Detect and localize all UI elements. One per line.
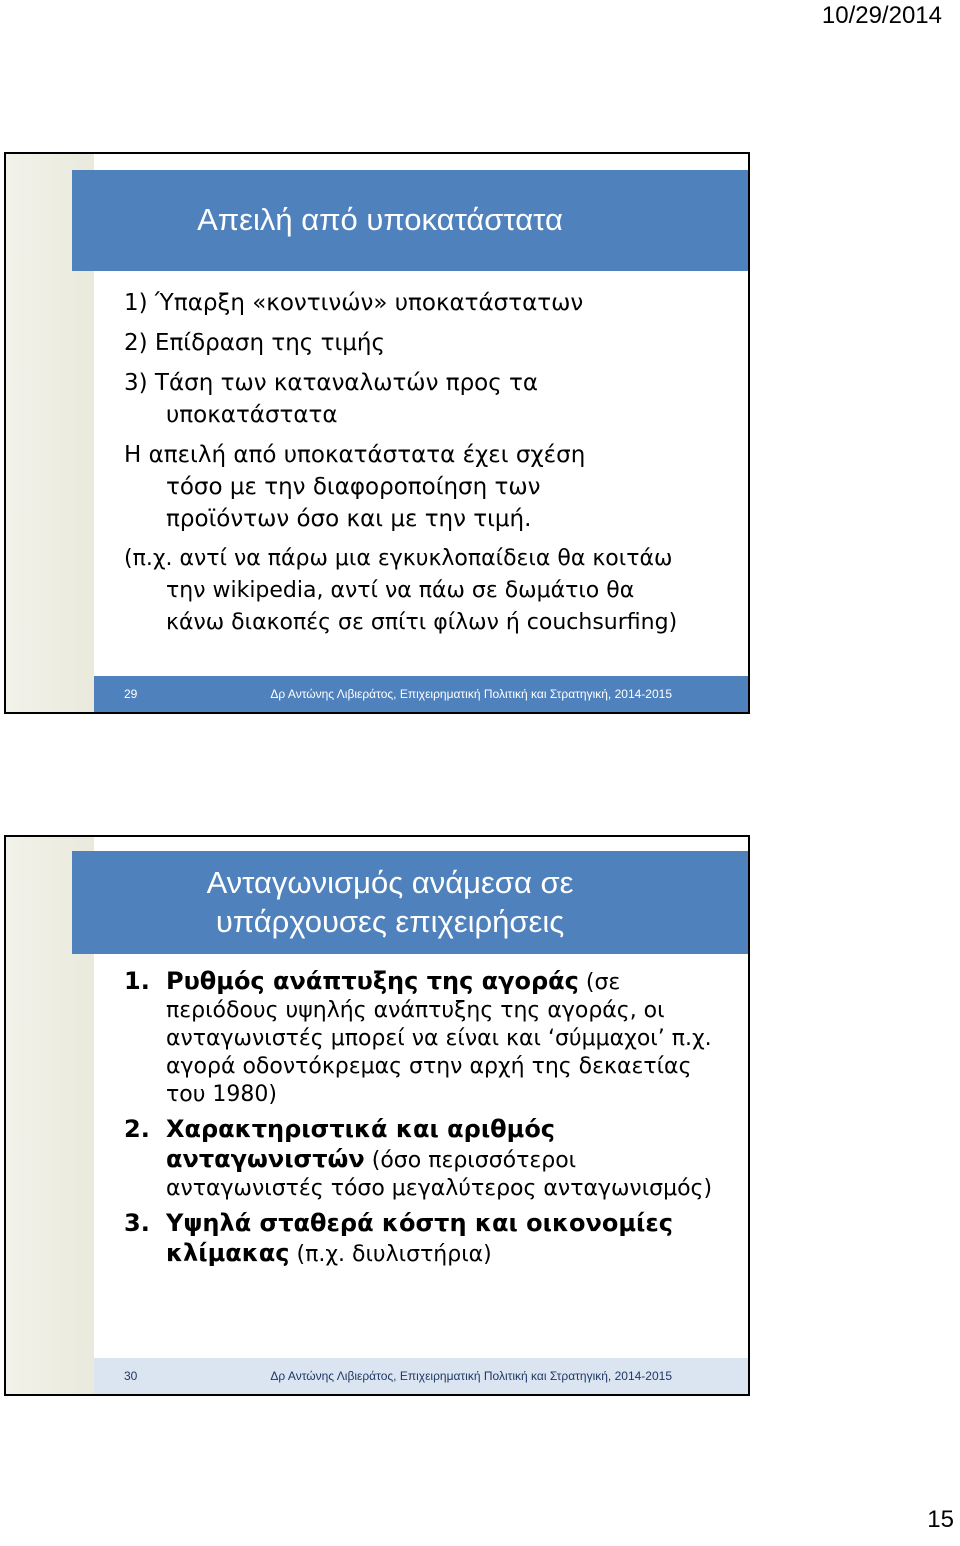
page-number: 15 <box>927 1506 954 1533</box>
body-line: 2) Επίδραση της τιμής <box>124 330 385 356</box>
list-item <box>124 967 728 1109</box>
header-date: 10/29/2014 <box>821 2 942 29</box>
slide-footer <box>94 676 748 712</box>
slide-title <box>72 851 748 954</box>
body-line: 1) Ύπαρξη «κοντινών» υποκατάστατων <box>124 290 584 316</box>
list-item-heading: Ρυθμός ανάπτυξης της αγοράς <box>166 967 579 995</box>
slide-title-bar <box>72 851 748 954</box>
slide-title-bar <box>72 170 748 271</box>
footer-author: Δρ Αντώνης Λιβιεράτος, Επιχειρηματική Πολιτική και Στρατηγική, 2014-2015 <box>270 1369 672 1383</box>
body-line: προϊόντων όσο και με την τιμή. <box>166 506 532 532</box>
body-line: υποκατάστατα <box>166 402 338 428</box>
list-item-heading: Χαρακτηριστικά και αριθμός ανταγωνιστών <box>166 1115 556 1173</box>
list-item-text: (όσο περισσότεροι ανταγωνιστές τόσο μεγαλύτερος ανταγωνισμός) <box>166 1148 713 1201</box>
footer-author: Δρ Αντώνης Λιβιεράτος, Επιχειρηματική Πολιτική και Στρατηγική, 2014-2015 <box>270 687 672 701</box>
body-line: κάνω διακοπές σε σπίτι φίλων ή couchsurfing) <box>166 610 678 635</box>
body-line: 3) Τάση των καταναλωτών προς τα <box>124 370 539 396</box>
slide-body <box>124 287 728 639</box>
list-item-content <box>166 1115 728 1203</box>
body-line: Η απειλή από υποκατάστατα έχει σχέση <box>124 442 586 468</box>
slide-footer <box>94 1358 748 1394</box>
list-item <box>124 1209 728 1269</box>
slide-body <box>124 967 728 1275</box>
list-item-number: 3. <box>124 1209 150 1237</box>
slide-title: Απειλή από υποκατάστατα <box>197 202 563 238</box>
list-item-number: 2. <box>124 1115 150 1143</box>
list-item-number: 1. <box>124 967 150 995</box>
list-item-heading: Υψηλά σταθερά κόστη και οικονομίες κλίμακας <box>166 1209 673 1267</box>
list-item-content <box>166 967 728 1109</box>
list-item <box>124 1115 728 1203</box>
list-item-content <box>166 1209 728 1269</box>
body-line: (π.χ. αντί να πάρω μια εγκυκλοπαίδεια θα κοιτάω <box>124 546 673 571</box>
list-item-text: (σε περιόδους υψηλής ανάπτυξης της αγοράς, οι ανταγωνιστές μπορεί να είναι και ‘σύμμαχοι’ π.χ. αγορά οδοντόκρεμας στην αρχή της δεκαετίας του 1980) <box>166 970 712 1107</box>
slide-number: 30 <box>124 1369 138 1383</box>
slide-29 <box>4 152 750 714</box>
slide-number: 29 <box>124 687 138 701</box>
slide-title-line: υπάρχουσες επιχειρήσεις <box>215 903 565 939</box>
slide-30 <box>4 835 750 1396</box>
list-item-text: (π.χ. διυλιστήρια) <box>289 1242 492 1267</box>
body-line: τόσο με την διαφοροποίηση των <box>166 474 541 500</box>
slide-title-line: Ανταγωνισμός ανάμεσα σε <box>206 864 574 900</box>
body-line: την wikipedia, αντί να πάω σε δωμάτιο θα <box>166 578 635 603</box>
